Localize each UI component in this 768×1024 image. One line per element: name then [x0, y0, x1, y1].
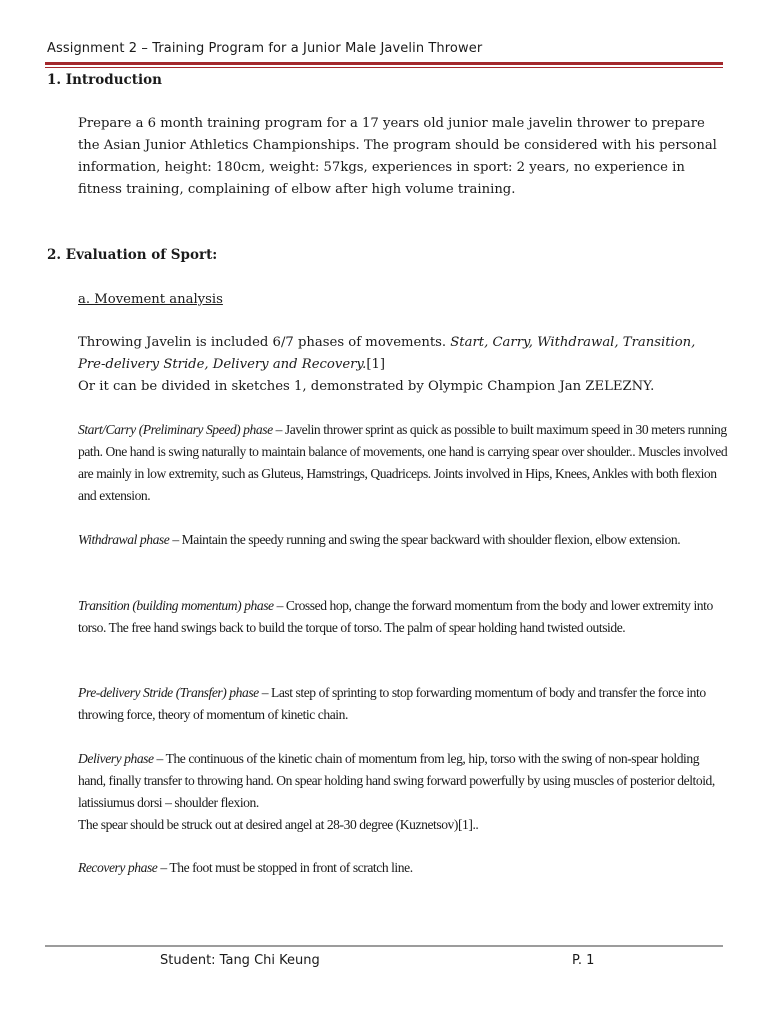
phase-description: – Javelin thrower sprint as quick as possible to built maximum speed in 30 meters running path. One hand is swing naturally to maintain balance of movements, one hand is carrying spear over shoulder.. Muscles involved are mainly in low extremity, such as Gluteus, Hamstrings, Quadriceps. Joints involved in Hips, Knees, Ankles with both flexion and extension. [78, 422, 728, 503]
introduction-heading: 1. Introduction [47, 72, 162, 88]
introduction-paragraph: Prepare a 6 month training program for a 17 years old junior male javelin thrower to prepare the Asian Junior Athletics Championships. The program should be considered with his personal information, height: 180cm, weight: 57kgs, experiences in sport: 2 years, no experience in fitness training, complaining of elbow after high volume training. [78, 116, 717, 197]
header-rule [45, 62, 723, 65]
phase-name: Delivery phase [78, 751, 154, 766]
phase-start-carry [78, 419, 728, 507]
phase-withdrawal [78, 529, 728, 551]
phase-description: – Last step of sprinting to stop forwarding momentum of body and transfer the force into throwing force, theory of momentum of kinetic chain. [78, 685, 706, 722]
footer-page-number: P. 1 [572, 953, 595, 968]
phase-delivery-angle-note: The spear should be struck out at desired angel at 28-30 degree (Kuznetsov)[1].. [78, 817, 479, 832]
movement-phases-list: Start, Carry, Withdrawal, Transition, Pre-delivery Stride, Delivery and Recovery. [78, 335, 696, 372]
movement-intro-paragraph [78, 332, 718, 398]
movement-sketch-text: Or it can be divided in sketches 1, demonstrated by Olympic Champion Jan ZELEZNY. [78, 379, 655, 394]
phase-description: – The foot must be stopped in front of scratch line. [157, 860, 413, 875]
movement-intro-text: Throwing Javelin is included 6/7 phases of movements. [78, 335, 451, 350]
phase-name: Recovery phase [78, 860, 158, 875]
phase-description: – Crossed hop, change the forward momentum from the body and lower extremity into torso. The free hand swings back to build the torque of torso. The palm of spear holding hand twisted outside. [78, 598, 713, 635]
phase-transition [78, 595, 728, 639]
phase-name: Withdrawal phase [78, 532, 170, 547]
phase-description: – Maintain the speedy running and swing the spear backward with shoulder flexion, elbow extension. [169, 532, 681, 547]
phase-delivery [78, 748, 728, 836]
phase-pre-delivery [78, 682, 728, 726]
footer-rule [45, 945, 723, 947]
movement-analysis-subheading: a. Movement analysis [78, 292, 223, 307]
phase-recovery [78, 857, 728, 879]
header-rule-thin [45, 67, 723, 68]
evaluation-heading: 2. Evaluation of Sport: [47, 247, 218, 263]
phase-name: Pre-delivery Stride (Transfer) phase [78, 685, 259, 700]
phase-name: Transition (building momentum) phase [78, 598, 274, 613]
movement-reference: [1] [366, 357, 386, 372]
phase-name: Start/Carry (Preliminary Speed) phase [78, 422, 273, 437]
phase-description: – The continuous of the kinetic chain of momentum from leg, hip, torso with the swing of non-spear holding hand, finally transfer to throwing hand. On spear holding hand swing forward powerfully by using muscles of posterior deltoid, latissiumus dorsi – shoulder flexion. [78, 751, 715, 810]
footer-student-name: Student: Tang Chi Keung [160, 953, 320, 968]
page-header-title: Assignment 2 – Training Program for a Junior Male Javelin Thrower [47, 41, 483, 56]
